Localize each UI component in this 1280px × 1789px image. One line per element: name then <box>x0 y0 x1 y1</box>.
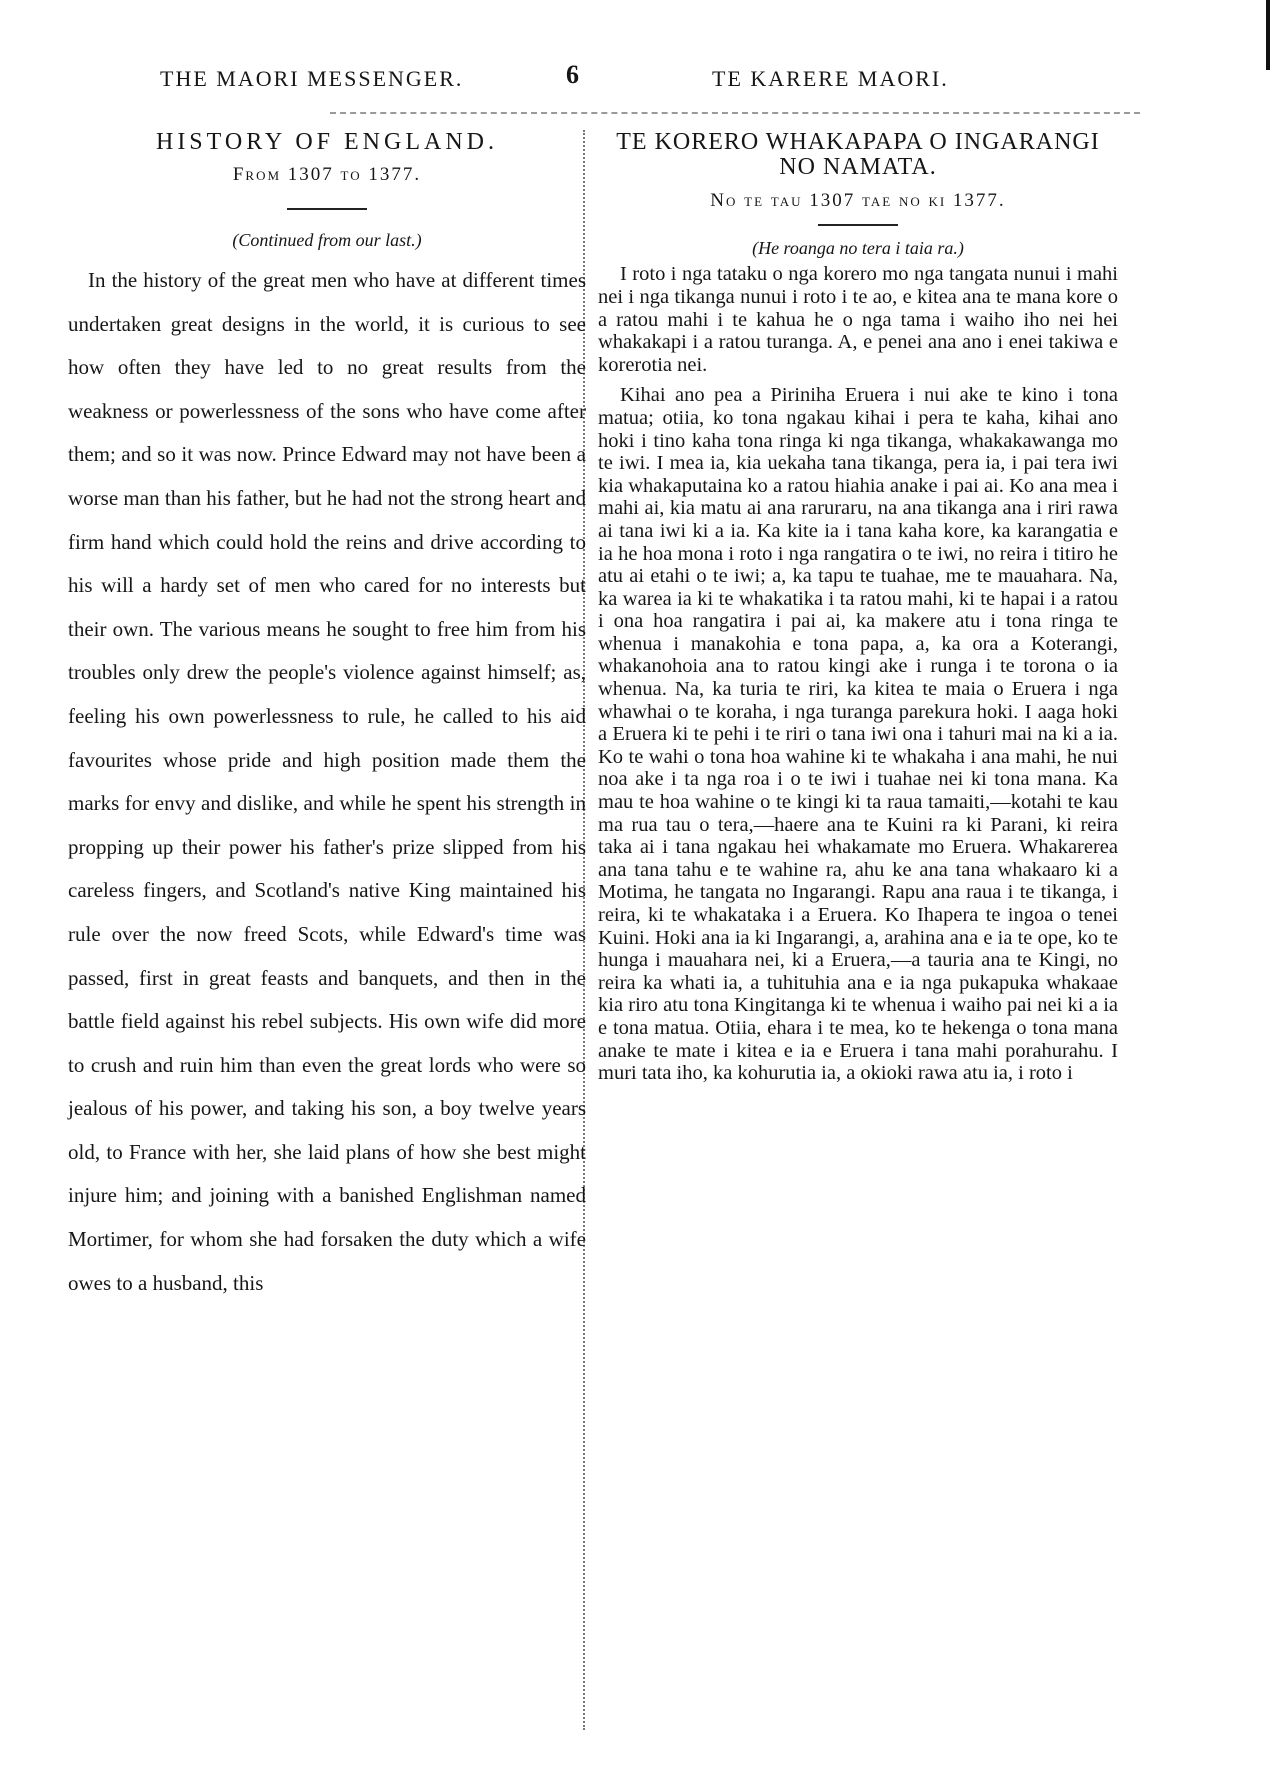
page-number: 6 <box>566 60 579 89</box>
maori-title: TE KORERO WHAKAPAPA O INGARANGI NO NAMATA. <box>616 129 1100 181</box>
maori-body <box>598 263 1118 1084</box>
header-rule <box>330 112 1140 114</box>
english-title: HISTORY OF ENGLAND. <box>155 129 498 155</box>
english-rule <box>287 208 367 210</box>
english-continued-note: (Continued from our last.) <box>232 230 422 250</box>
english-subtitle: From 1307 to 1377. <box>232 164 422 185</box>
english-column <box>68 130 586 1305</box>
page-header <box>0 60 1280 100</box>
maori-paragraph-2: Kihai ano pea a Piriniha Eruera i nui ake te kino i tona matua; otiia, ko tona ngakau kihai i pera te kaha, kihai ano hoki i tino kaha tona ringa ki nga tikanga, whakakawanga mo te iwi. I mea ia, kia uekaha tana tikanga, pera ia, i pai tera iwi kia whakaputaina ko a ratou hiahia anake i pai ai. Ko ana mea i mahi ai, kia matu ai ana raruraru, na ana tikanga ana i riri rawa ai tana iwi ki a ia. Ka kite ia i tana kaha kore, ka karangatia e ia he hoa mona i roto i nga rangatira o te iwi, no reira i titiro he atu ai etahi o te iwi; a, ka tapu te tuahae, me te mauahara. Na, ka warea ia ki te whakatika i ta ratou mahi, ki te hapai i a ratou i ona hoa rangatira i pai ai, ka makere atu i tona ringa te whenua i manakohia e tona papa, a, ka ora a Koterangi, whakanohoia ana to ratou kingi ake i runga i te torona o ia whenua. Na, ka turia te riri, ka kitea te maia o Eruera i nga whawhai o te koraha, i nga turanga parekura hoki. I aaga hoki a Eruera ki te pehi i te riri o tana iwi ona i tahuri mai na ki a ia. Ko te wahi o tona hoa wahine ki te whakaha i ana mahi, he nui noa ake i ta nga roa i o te iwi i tuahae nei ki tona mana. Ka mau te hoa wahine o te kingi ki ta raua tamaiti,—kotahi te kau ma rua tau o tera,—haere ana te Kuini ra ki Parani, ki reira taka ai i tana ngakau hei whakamate mo Eruera. Whakarerea ana tana tahu e te wahine ra, ahu ke ana tana whakaaro ki a Motima, he tangata no Ingarangi. Rapu ana raua i te tikanga, i reira, ki te whakataka i a Eruera. Ko Ihapera te ingoa o tenei Kuini. Hoki ana ia ki Ingarangi, a, arahina ana e ia te ope, ko te hunga i mauahara nei, ki a Eruera,—a tauria ana te Kingi, no reira ka whati ia, a tuhituhia ana e ia nga pukapuka whakaae kia riro atu tona Kingitanga ki te whenua i waiho pai nei ki a ia e tona matua. Otiia, ehara i te mea, ko te hekenga o tona mana anake te mate i kitea e ia e Eruera i tana mahi porahurahu. I muri tata iho, ka kohurutia ia, a okioki rawa atu ia, i roto i <box>598 384 1118 1085</box>
english-paragraph: In the history of the great men who have at different times undertaken great designs in the world, it is curious to see how often they have led to no great results from the weakness or powerlessness of the sons who have come after them; and so it was now. Prince Edward may not have been a worse man than his father, but he had not the strong heart and firm hand which could hold the reins and drive according to his will a hardy set of men who cared for no interests but their own. The various means he sought to free him from his troubles only drew the people's violence against himself; as, feeling his own powerlessness to rule, he called to his aid favourites whose pride and high position made them the marks for envy and dislike, and while he spent his strength in propping up their power his father's prize slipped from his careless fingers, and Scotland's native King maintained his rule over the now freed Scots, while Edward's time was passed, first in great feasts and banquets, and then in the battle field against his rebel subjects. His own wife did more to crush and ruin him than even the great lords who were so jealous of his power, and taking his son, a boy twelve years old, to France with her, she laid plans of how she best might injure him; and joining with a banished Englishman named Mortimer, for whom she had forsaken the duty which a wife owes to a husband, this <box>68 268 586 1295</box>
maori-rule <box>818 224 898 226</box>
maori-column <box>598 130 1118 1085</box>
maori-paragraph-1: I roto i nga tataku o nga korero mo nga tangata nunui i mahi nei i nga tikanga nunui i roto i te ao, e kitea ana te mana kore o a ratou mahi i te kahua he o nga tama i waiho iho nei hei whakakapi i a ratou turanga. A, e penei ana ano i enei takiwa e korerotia nei. <box>598 263 1118 376</box>
maori-subtitle: No te tau 1307 tae no ki 1377. <box>710 190 1006 212</box>
header-left-title: THE MAORI MESSENGER. <box>160 66 464 91</box>
header-right-title: TE KARERE MAORI. <box>712 66 949 91</box>
english-body <box>68 259 586 1305</box>
maori-continued-note: (He roanga no tera i taia ra.) <box>752 238 964 259</box>
